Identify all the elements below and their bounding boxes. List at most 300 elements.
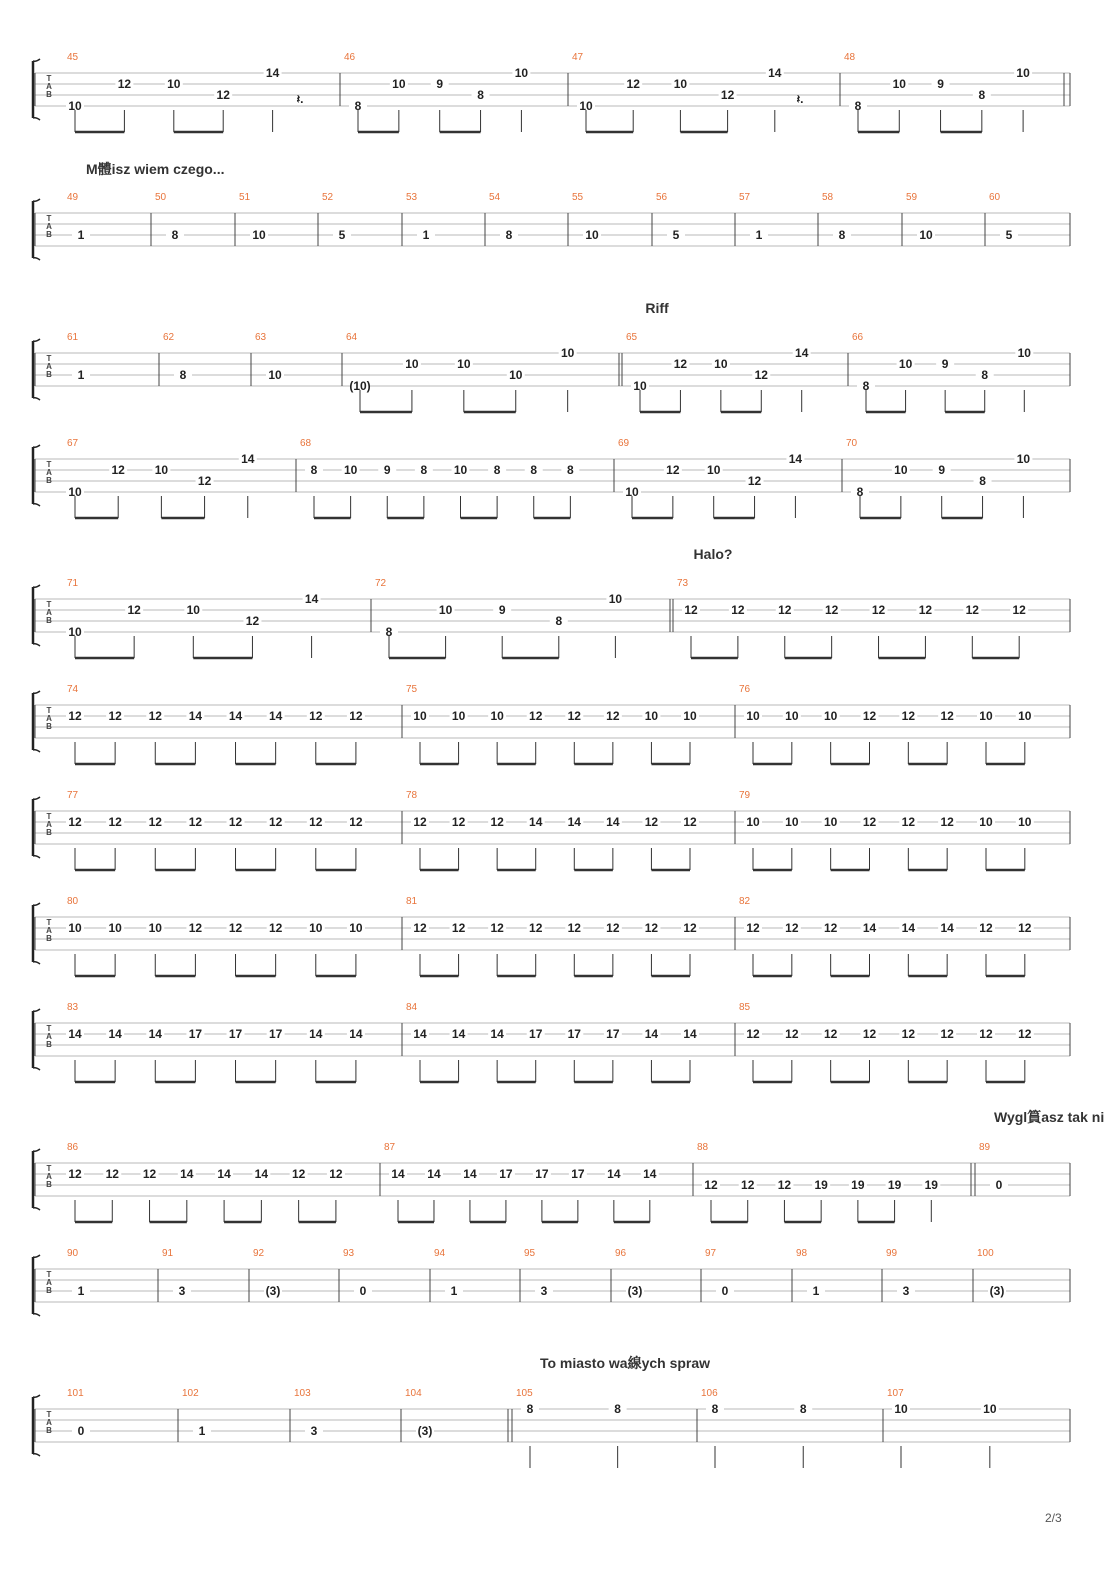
fret-number: 1: [77, 1284, 85, 1298]
bar-number: 82: [739, 896, 751, 907]
bar-number: 64: [346, 332, 358, 343]
fret-number: 12: [862, 709, 877, 723]
fret-number: 14: [901, 921, 916, 935]
fret-number: 1: [77, 368, 85, 382]
fret-number: 14: [188, 709, 203, 723]
fret-number: 14: [529, 815, 543, 829]
fret-number: 8: [711, 1402, 719, 1416]
fret-number: 10: [1018, 815, 1032, 829]
tab-clef-letter: T: [46, 214, 52, 223]
bar-number: 75: [406, 684, 418, 695]
bar-number: 83: [67, 1002, 79, 1013]
bar-number: 59: [906, 192, 918, 203]
bar-number: 61: [67, 332, 79, 343]
fret-number: 12: [567, 921, 581, 935]
bar-number: 67: [67, 438, 79, 449]
fret-number: 12: [349, 815, 363, 829]
bar-number: 60: [989, 192, 1001, 203]
fret-number: 10: [148, 921, 162, 935]
bar-number: 78: [406, 790, 418, 801]
fret-number: 14: [427, 1167, 441, 1181]
bar-number: 101: [67, 1388, 84, 1399]
bar-number: 105: [516, 1388, 533, 1399]
fret-number: 12: [683, 815, 697, 829]
fret-number: 8: [555, 614, 563, 628]
tab-system: [33, 896, 1070, 976]
bar-number: 92: [253, 1248, 265, 1259]
fret-number: 10: [785, 815, 799, 829]
fret-number: 12: [1012, 603, 1026, 617]
fret-number: 12: [567, 709, 581, 723]
fret-number: 10: [892, 77, 906, 91]
tab-clef-letter: A: [46, 362, 52, 371]
tab-clef-letter: B: [46, 616, 52, 625]
fret-number: 14: [68, 1027, 82, 1041]
tab-system: [33, 1248, 1070, 1316]
tab-clef-letter: B: [46, 1180, 52, 1189]
fret-number: (3): [989, 1284, 1005, 1298]
tab-clef-letter: A: [46, 1032, 52, 1041]
fret-number: 12: [111, 463, 125, 477]
fret-number: 14: [644, 1027, 659, 1041]
bar-number: 76: [739, 684, 751, 695]
fret-number: 19: [851, 1178, 865, 1192]
section-label: Wygl篔asz tak ni: [994, 1109, 1105, 1125]
fret-number: 12: [1018, 1027, 1032, 1041]
fret-number: 10: [68, 625, 82, 639]
fret-number: 10: [673, 77, 688, 91]
fret-number: 12: [1018, 921, 1032, 935]
fret-number: 12: [644, 921, 659, 935]
tab-clef-letter: T: [46, 812, 52, 821]
fret-number: 14: [451, 1027, 466, 1041]
tab-clef-letter: T: [46, 354, 52, 363]
fret-number: 8: [179, 368, 187, 382]
fret-number: (3): [265, 1284, 281, 1298]
fret-number: 12: [940, 709, 954, 723]
tab-system: [33, 1388, 1070, 1468]
section-label: Halo?: [693, 546, 733, 562]
fret-number: 10: [823, 815, 838, 829]
fret-number: 10: [68, 921, 82, 935]
fret-number: 12: [228, 815, 243, 829]
fret-number: 12: [666, 463, 680, 477]
fret-number: 10: [633, 379, 647, 393]
bar-number: 49: [67, 192, 79, 203]
bar-number: 99: [886, 1248, 898, 1259]
fret-number: 12: [862, 815, 877, 829]
fret-number: 14: [683, 1027, 697, 1041]
fret-number: 0: [721, 1284, 729, 1298]
tab-system: [33, 1142, 1070, 1222]
fret-number: 8: [854, 99, 862, 113]
bar-number: 54: [489, 192, 501, 203]
fret-number: 17: [228, 1027, 243, 1041]
fret-number: 10: [413, 709, 427, 723]
bar-number: 53: [406, 192, 418, 203]
fret-number: 14: [349, 1027, 363, 1041]
fret-number: 12: [451, 815, 466, 829]
fret-number: 8: [862, 379, 870, 393]
fret-number: 8: [354, 99, 362, 113]
fret-number: 9: [436, 77, 444, 91]
bar-number: 80: [67, 896, 79, 907]
bar-number: 91: [162, 1248, 174, 1259]
bar-number: 93: [343, 1248, 355, 1259]
fret-number: 10: [707, 463, 721, 477]
bar-number: 79: [739, 790, 751, 801]
bar-number: 85: [739, 1002, 751, 1013]
fret-number: 12: [754, 368, 768, 382]
fret-number: 17: [268, 1027, 283, 1041]
fret-number: 8: [477, 88, 484, 102]
tab-clef-letter: B: [46, 828, 52, 837]
fret-number: 19: [924, 1178, 938, 1192]
fret-number: 10: [1018, 709, 1032, 723]
bar-number: 48: [844, 52, 856, 63]
fret-number: 9: [938, 463, 946, 477]
fret-number: (3): [627, 1284, 643, 1298]
fret-number: 10: [894, 463, 908, 477]
bar-number: 55: [572, 192, 584, 203]
bar-number: 86: [67, 1142, 79, 1153]
fret-number: 12: [188, 815, 203, 829]
bar-number: 74: [67, 684, 79, 695]
tab-clef-letter: T: [46, 1270, 52, 1279]
bar-number: 73: [677, 578, 689, 589]
fret-number: 12: [606, 709, 620, 723]
fret-number: 14: [606, 815, 620, 829]
tab-clef-letter: A: [46, 468, 52, 477]
fret-number: 5: [338, 228, 346, 242]
tab-clef-letter: A: [46, 608, 52, 617]
bar-number: 47: [572, 52, 584, 63]
fret-number: 10: [405, 357, 419, 371]
fret-number: 12: [108, 815, 122, 829]
tab-clef-letter: T: [46, 706, 52, 715]
fret-number: 12: [746, 1027, 760, 1041]
fret-number: 1: [198, 1424, 206, 1438]
fret-number: 12: [777, 1178, 792, 1192]
fret-number: 14: [413, 1027, 427, 1041]
fret-number: (10): [349, 379, 371, 393]
tab-clef-letter: T: [46, 460, 52, 469]
fret-number: 17: [567, 1027, 581, 1041]
fret-number: 3: [310, 1424, 318, 1438]
bar-number: 71: [67, 578, 79, 589]
fret-number: 10: [585, 228, 599, 242]
fret-number: 10: [108, 921, 122, 935]
bar-number: 57: [739, 192, 751, 203]
fret-number: 8: [799, 1402, 807, 1416]
fret-number: 14: [228, 709, 243, 723]
fret-number: 12: [245, 614, 260, 628]
fret-number: 12: [901, 709, 916, 723]
fret-number: 10: [490, 709, 504, 723]
fret-number: 12: [529, 921, 543, 935]
fret-number: 10: [438, 603, 453, 617]
section-label: To miasto wa線ych spraw: [539, 1355, 711, 1371]
fret-number: 17: [571, 1167, 585, 1181]
fret-number: 12: [979, 1027, 993, 1041]
fret-number: 10: [309, 921, 323, 935]
fret-number: 12: [741, 1178, 755, 1192]
fret-number: 12: [683, 921, 697, 935]
tab-clef-letter: A: [46, 926, 52, 935]
tab-system: [33, 192, 1070, 260]
fret-number: 10: [1016, 452, 1031, 466]
tab-clef-letter: B: [46, 370, 52, 379]
fret-number: 8: [493, 463, 501, 477]
fret-number: 10: [1016, 66, 1030, 80]
bar-number: 77: [67, 790, 79, 801]
fret-number: 1: [812, 1284, 820, 1298]
tab-clef-letter: T: [46, 600, 52, 609]
fret-number: 12: [309, 709, 323, 723]
fret-number: 12: [228, 921, 243, 935]
fret-number: 12: [720, 88, 735, 102]
tab-clef-letter: A: [46, 714, 52, 723]
bar-number: 95: [524, 1248, 536, 1259]
fret-number: 14: [268, 709, 283, 723]
fret-number: 10: [898, 357, 913, 371]
fret-number: 12: [68, 1167, 82, 1181]
fret-number: 12: [747, 474, 762, 488]
fret-number: 12: [329, 1167, 343, 1181]
fret-number: 12: [142, 1167, 157, 1181]
tab-system: [33, 1002, 1070, 1082]
bar-number: 89: [979, 1142, 991, 1153]
fret-number: 8: [505, 228, 513, 242]
fret-number: 12: [965, 603, 979, 617]
fret-number: 14: [254, 1167, 269, 1181]
tab-clef-letter: B: [46, 934, 52, 943]
fret-number: 8: [526, 1402, 534, 1416]
fret-number: 10: [343, 463, 358, 477]
fret-number: 10: [186, 603, 200, 617]
fret-number: 10: [746, 709, 760, 723]
fret-number: 3: [178, 1284, 186, 1298]
fret-number: 12: [823, 921, 838, 935]
section-label: M體isz wiem czego...: [86, 161, 225, 177]
tab-system: [33, 684, 1070, 764]
fret-number: 14: [607, 1167, 621, 1181]
fret-number: 12: [148, 709, 162, 723]
bar-number: 81: [406, 896, 418, 907]
tab-clef-letter: B: [46, 1040, 52, 1049]
fret-number: 10: [683, 709, 697, 723]
fret-number: 10: [746, 815, 760, 829]
fret-number: 12: [490, 815, 504, 829]
fret-number: 12: [451, 921, 466, 935]
fret-number: 10: [979, 815, 993, 829]
fret-number: 12: [309, 815, 323, 829]
tab-clef-letter: B: [46, 90, 52, 99]
fret-number: 12: [704, 1178, 718, 1192]
bar-number: 94: [434, 1248, 446, 1259]
fret-number: 10: [68, 485, 82, 499]
bar-number: 62: [163, 332, 175, 343]
fret-number: 12: [673, 357, 688, 371]
fret-number: 8: [171, 228, 179, 242]
bar-number: 66: [852, 332, 864, 343]
fret-number: 12: [490, 921, 504, 935]
fret-number: 10: [509, 368, 523, 382]
fret-number: 14: [241, 452, 255, 466]
fret-number: 12: [68, 709, 82, 723]
fret-number: 10: [154, 463, 169, 477]
tab-system: [33, 790, 1070, 870]
page-number: 2/3: [1045, 1511, 1062, 1525]
fret-number: 10: [823, 709, 838, 723]
fret-number: 12: [216, 88, 230, 102]
tab-system: [33, 438, 1070, 518]
fret-number: 9: [383, 463, 391, 477]
fret-number: 12: [68, 815, 82, 829]
fret-number: 10: [644, 709, 659, 723]
bar-number: 103: [294, 1388, 311, 1399]
tab-clef-letter: B: [46, 1286, 52, 1295]
fret-number: 8: [420, 463, 428, 477]
fret-number: 12: [901, 1027, 916, 1041]
bar-number: 46: [344, 52, 356, 63]
fret-number: 8: [978, 88, 986, 102]
fret-number: 12: [871, 603, 886, 617]
tab-clef-letter: T: [46, 1410, 52, 1419]
fret-number: 0: [77, 1424, 85, 1438]
fret-number: 12: [268, 921, 283, 935]
fret-number: 8: [838, 228, 846, 242]
fret-number: 12: [644, 815, 659, 829]
fret-number: 14: [148, 1027, 162, 1041]
fret-number: 19: [887, 1178, 902, 1192]
bar-number: 58: [822, 192, 834, 203]
fret-number: 14: [309, 1027, 323, 1041]
bar-number: 56: [656, 192, 668, 203]
fret-number: 17: [188, 1027, 203, 1041]
fret-number: 10: [579, 99, 593, 113]
quarter-rest: 𝄽.: [296, 92, 304, 106]
bar-number: 63: [255, 332, 267, 343]
fret-number: 17: [529, 1027, 543, 1041]
bar-number: 52: [322, 192, 334, 203]
fret-number: 9: [498, 603, 506, 617]
fret-number: 1: [422, 228, 430, 242]
bar-number: 96: [615, 1248, 627, 1259]
tab-clef-letter: B: [46, 230, 52, 239]
fret-number: 12: [127, 603, 141, 617]
bar-number: 100: [977, 1248, 994, 1259]
bar-number: 70: [846, 438, 858, 449]
fret-number: 14: [217, 1167, 231, 1181]
quarter-rest: 𝄽.: [796, 92, 804, 106]
tab-clef-letter: T: [46, 1024, 52, 1033]
fret-number: 14: [567, 815, 581, 829]
bar-number: 88: [697, 1142, 709, 1153]
fret-number: 12: [778, 603, 792, 617]
fret-number: 0: [359, 1284, 367, 1298]
fret-number: 14: [108, 1027, 122, 1041]
fret-number: 14: [768, 66, 782, 80]
tab-system: [33, 52, 1070, 132]
fret-number: 10: [785, 709, 799, 723]
fret-number: 3: [540, 1284, 548, 1298]
fret-number: 12: [268, 815, 283, 829]
tab-clef-letter: A: [46, 1172, 52, 1181]
fret-number: 12: [979, 921, 993, 935]
fret-number: 10: [451, 709, 466, 723]
fret-number: 12: [108, 709, 122, 723]
fret-number: 14: [265, 66, 280, 80]
bar-number: 51: [239, 192, 251, 203]
fret-number: 12: [117, 77, 132, 91]
fret-number: 10: [268, 368, 282, 382]
fret-number: 14: [643, 1167, 657, 1181]
fret-number: 9: [941, 357, 949, 371]
fret-number: 10: [68, 99, 82, 113]
bar-number: 106: [701, 1388, 718, 1399]
fret-number: 12: [529, 709, 543, 723]
fret-number: 10: [514, 66, 529, 80]
fret-number: 10: [608, 592, 623, 606]
tab-clef-letter: A: [46, 820, 52, 829]
fret-number: 14: [391, 1167, 405, 1181]
bar-number: 84: [406, 1002, 418, 1013]
bar-number: 97: [705, 1248, 717, 1259]
tab-clef-letter: A: [46, 1418, 52, 1427]
bar-number: 72: [375, 578, 387, 589]
fret-number: 10: [983, 1402, 997, 1416]
fret-number: 12: [746, 921, 760, 935]
fret-number: 12: [940, 1027, 954, 1041]
bar-number: 69: [618, 438, 630, 449]
fret-number: 10: [919, 228, 933, 242]
fret-number: 12: [824, 603, 839, 617]
fret-number: 12: [626, 77, 640, 91]
fret-number: 12: [862, 1027, 877, 1041]
fret-number: 14: [940, 921, 954, 935]
fret-number: 12: [197, 474, 212, 488]
fret-number: 10: [894, 1402, 908, 1416]
tab-clef-letter: A: [46, 82, 52, 91]
fret-number: 10: [714, 357, 728, 371]
bar-number: 65: [626, 332, 638, 343]
fret-number: 12: [684, 603, 698, 617]
tab-system: [33, 332, 1070, 412]
bar-number: 50: [155, 192, 167, 203]
fret-number: 8: [567, 463, 574, 477]
fret-number: 8: [979, 474, 986, 488]
fret-number: 10: [167, 77, 181, 91]
bar-number: 90: [67, 1248, 79, 1259]
fret-number: 12: [413, 921, 427, 935]
bar-number: 98: [796, 1248, 808, 1259]
fret-number: 12: [823, 1027, 838, 1041]
tab-clef-letter: A: [46, 1278, 52, 1287]
tab-clef-letter: T: [46, 918, 52, 927]
tab-clef-letter: T: [46, 74, 52, 83]
fret-number: 9: [937, 77, 944, 91]
fret-number: 14: [490, 1027, 504, 1041]
tab-clef-letter: B: [46, 722, 52, 731]
fret-number: 10: [349, 921, 363, 935]
fret-number: 14: [788, 452, 803, 466]
fret-number: 12: [785, 921, 799, 935]
fret-number: 12: [606, 921, 620, 935]
bar-number: 104: [405, 1388, 422, 1399]
fret-number: 8: [385, 625, 393, 639]
fret-number: 3: [902, 1284, 910, 1298]
